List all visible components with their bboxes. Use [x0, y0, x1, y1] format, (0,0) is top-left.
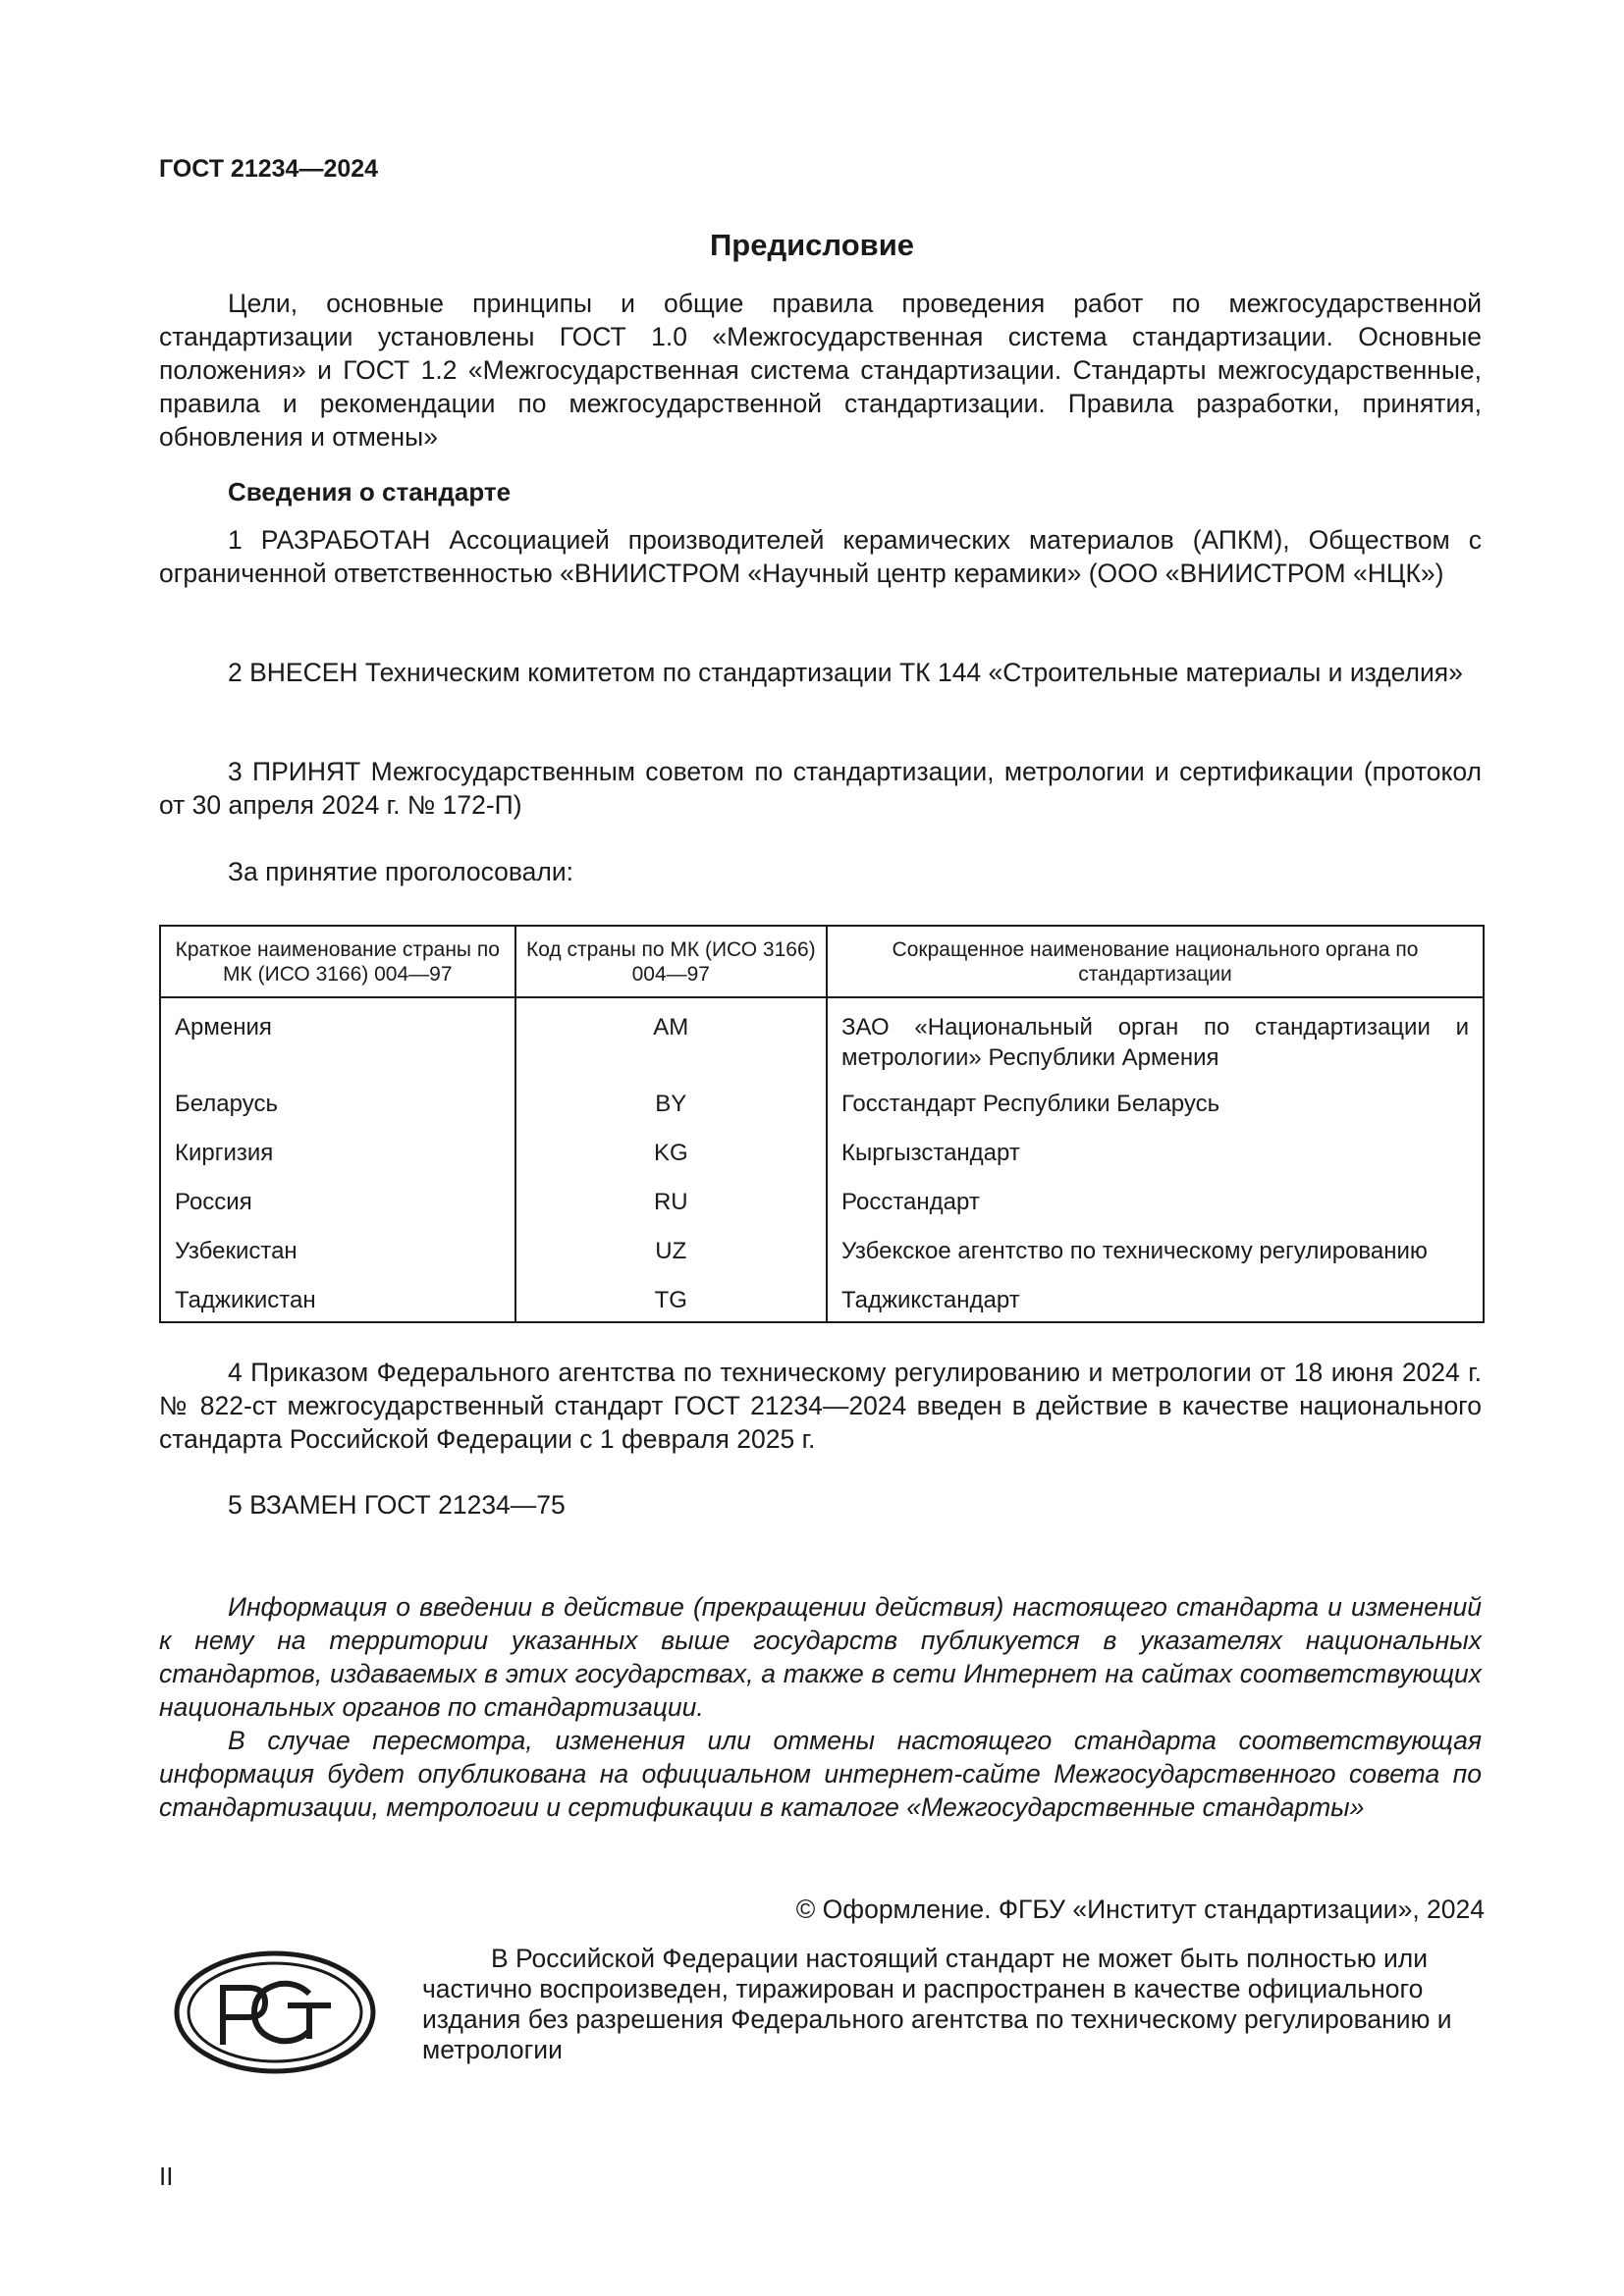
- code-cell: TG: [515, 1285, 827, 1322]
- column-header-country: Краткое наименование страны по МК (ИСО 3166) 004—97: [160, 926, 515, 997]
- table-header-row: [160, 926, 1484, 997]
- country-cell: Россия: [160, 1187, 515, 1236]
- table-row: [160, 1285, 1484, 1322]
- country-cell: Таджикистан: [160, 1285, 515, 1322]
- code-cell: KG: [515, 1138, 827, 1187]
- voting-countries-table: [159, 925, 1485, 1323]
- info-heading: Сведения о стандарте: [228, 477, 512, 507]
- body-cell: Росстандарт: [827, 1187, 1484, 1236]
- item-submitted: 2 ВНЕСЕН Техническим комитетом по стандартизации ТК 144 «Строительные материалы и изделия»: [228, 658, 1463, 687]
- table-row: [160, 1236, 1484, 1285]
- page-number: II: [159, 2162, 174, 2191]
- code-cell: RU: [515, 1187, 827, 1236]
- vote-label: За принятие проголосовали:: [228, 857, 574, 886]
- country-cell: Киргизия: [160, 1138, 515, 1187]
- body-cell: Узбекское агентство по техническому регулированию: [827, 1236, 1484, 1285]
- item-replaces: 5 ВЗАМЕН ГОСТ 21234—75: [228, 1490, 566, 1520]
- code-cell: AM: [515, 997, 827, 1089]
- item-enacted: 4 Приказом Федерального агентства по техническому регулированию и метрологии от 18 июня 2024 г. № 822-ст межгосударственный стандарт ГОСТ 21234—2024 введен в действие в качестве национального стандарта Российской Федерации с 1 февраля 2025 г.: [159, 1358, 1482, 1454]
- intro-paragraph: Цели, основные принципы и общие правила проведения работ по межгосударственной стандартизации установлены ГОСТ 1.0 «Межгосударственная система стандартизации. Основные положения» и ГОСТ 1.2 «Межгосударственная система стандартизации. Стандарты межгосударственные, правила и рекомендации по межгосударственной стандартизации. Правила разработки, принятия, обновления и отмены»: [159, 289, 1482, 452]
- note-publication-info: Информация о введении в действие (прекращении действия) настоящего стандарта и изменений к нему на территории указанных выше государств публикуется в указателях национальных стандартов, издаваемых в этих государствах, а также в сети Интернет на сайтах соответствующих национальных органов по стандартизации.: [159, 1592, 1482, 1722]
- table-row: [160, 1089, 1484, 1138]
- column-header-code: Код страны по МК (ИСО 3166) 004—97: [515, 926, 827, 997]
- body-cell: ЗАО «Национальный орган по стандартизации и метрологии» Республики Армения: [827, 997, 1484, 1089]
- pct-logo-graphic: [172, 1949, 378, 2076]
- country-cell: Беларусь: [160, 1089, 515, 1138]
- table-row: [160, 997, 1484, 1089]
- page-title: Предисловие: [709, 228, 914, 262]
- code-cell: BY: [515, 1089, 827, 1138]
- body-cell: Кыргызстандарт: [827, 1138, 1484, 1187]
- country-cell: Армения: [160, 997, 515, 1089]
- country-cell: Узбекистан: [160, 1236, 515, 1285]
- item-developed: 1 РАЗРАБОТАН Ассоциацией производителей керамических материалов (АПКМ), Обществом с ограниченной ответственностью «ВНИИСТРОМ «Научный центр керамики» (ООО «ВНИИСТРОМ «НЦК»): [159, 525, 1482, 588]
- copyright-line: © Оформление. ФГБУ «Институт стандартизации», 2024: [795, 1895, 1485, 1924]
- pct-certification-mark-icon: [172, 1949, 378, 2081]
- item-adopted: 3 ПРИНЯТ Межгосударственным советом по стандартизации, метрологии и сертификации (протокол от 30 апреля 2024 г. № 172-П): [159, 757, 1482, 820]
- body-cell: Таджикстандарт: [827, 1285, 1484, 1322]
- note-revision-info: В случае пересмотра, изменения или отмены настоящего стандарта соответствующая информация будет опубликована на официальном интернет-сайте Межгосударственного совета по стандартизации, метрологии и сертификации в каталоге «Межгосударственные стандарты»: [159, 1726, 1482, 1822]
- legal-notice: В Российской Федерации настоящий стандарт не может быть полностью или частично воспроизведен, тиражирован и распространен в качестве официального издания без разрешения Федерального агентства по техническому регулированию и метрологии: [422, 1944, 1452, 2064]
- code-cell: UZ: [515, 1236, 827, 1285]
- column-header-body: Сокращенное наименование национального органа по стандартизации: [827, 926, 1484, 997]
- body-cell: Госстандарт Республики Беларусь: [827, 1089, 1484, 1138]
- document-id-header: ГОСТ 21234—2024: [159, 155, 379, 183]
- table-row: [160, 1187, 1484, 1236]
- table-row: [160, 1138, 1484, 1187]
